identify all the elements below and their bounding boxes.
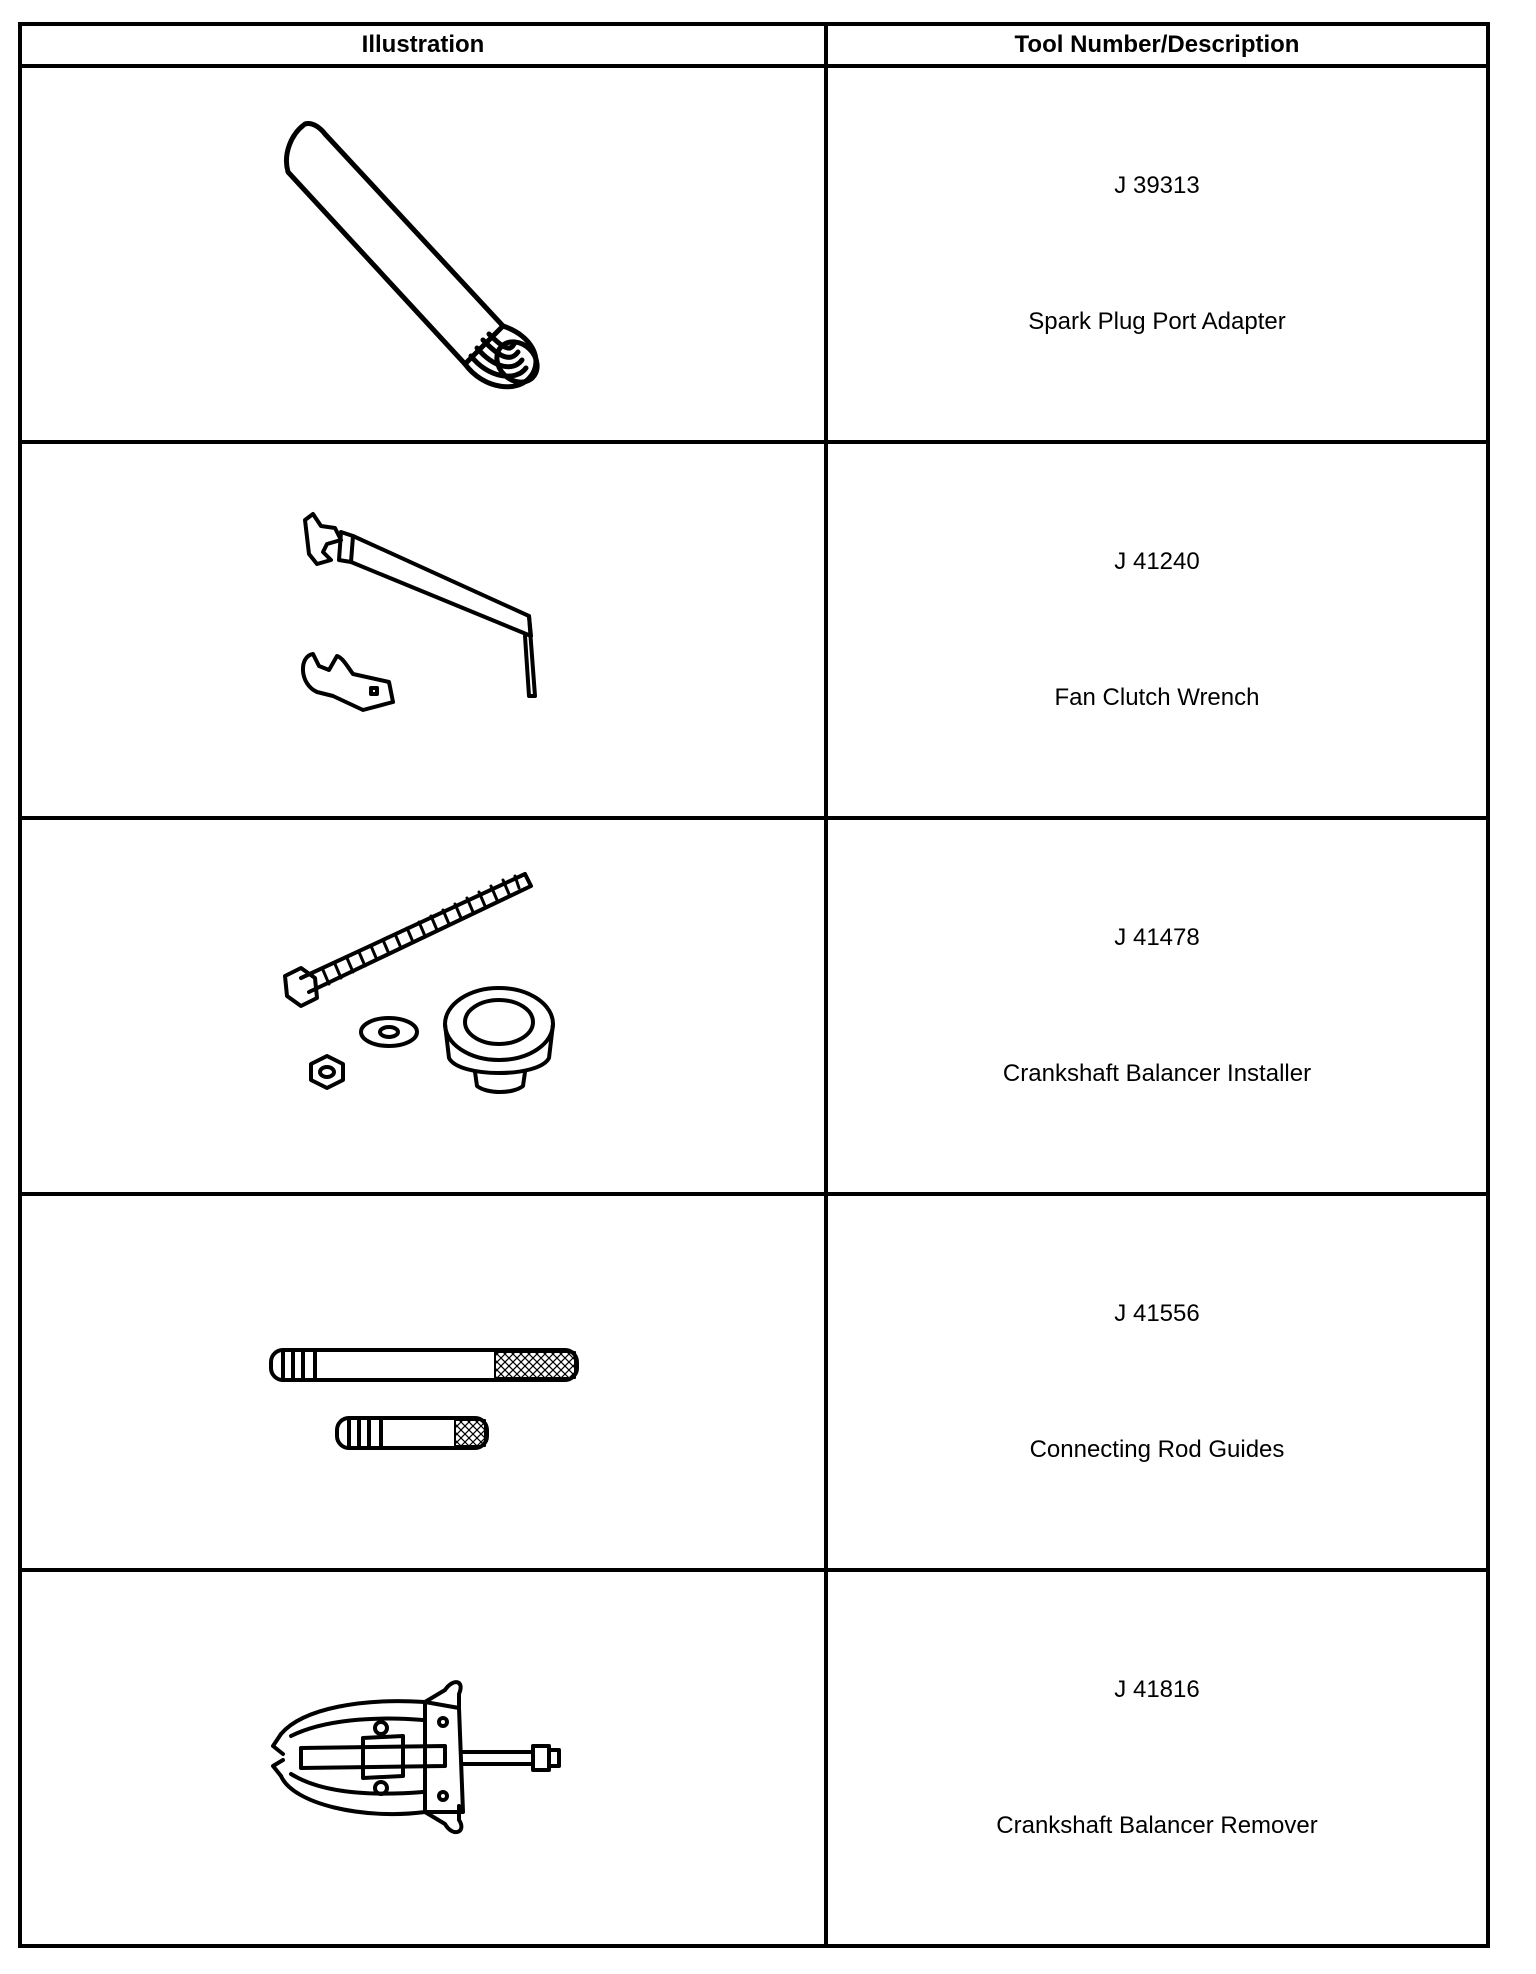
tool-number: J 41556 [1114, 1300, 1200, 1327]
crankshaft-balancer-remover-icon [213, 1598, 633, 1918]
illustration-header: Illustration [20, 24, 826, 66]
tool-number: J 41240 [1114, 548, 1200, 575]
tool-header: Tool Number/Description [826, 24, 1488, 66]
illustration-cell [20, 442, 826, 818]
tool-table [18, 22, 1490, 1948]
tool-number: J 39313 [1114, 172, 1200, 199]
tool-description: Connecting Rod Guides [1029, 1436, 1285, 1463]
tool-description-cell [826, 66, 1488, 442]
connecting-rod-guides-icon [213, 1222, 633, 1542]
tool-description: Crankshaft Balancer Installer [1002, 1060, 1312, 1087]
table-row [20, 1570, 1488, 1946]
tool-description-cell [826, 1570, 1488, 1946]
illustration-cell [20, 818, 826, 1194]
table-row [20, 66, 1488, 442]
fan-clutch-wrench-icon [213, 470, 633, 790]
illustration-cell [20, 1194, 826, 1570]
illustration-cell [20, 1570, 826, 1946]
spark-plug-port-adapter-icon [213, 94, 633, 414]
crankshaft-balancer-installer-icon [213, 846, 633, 1166]
tool-number: J 41478 [1114, 924, 1200, 951]
tool-description: Fan Clutch Wrench [1054, 684, 1260, 711]
table-row [20, 442, 1488, 818]
tool-description-cell [826, 442, 1488, 818]
table-row [20, 818, 1488, 1194]
tool-description: Spark Plug Port Adapter [1028, 308, 1286, 335]
header-row [20, 24, 1488, 66]
tool-description-cell [826, 818, 1488, 1194]
table-row [20, 1194, 1488, 1570]
tool-description-cell [826, 1194, 1488, 1570]
tool-number: J 41816 [1114, 1676, 1200, 1703]
tool-description: Crankshaft Balancer Remover [996, 1812, 1318, 1839]
illustration-cell [20, 66, 826, 442]
